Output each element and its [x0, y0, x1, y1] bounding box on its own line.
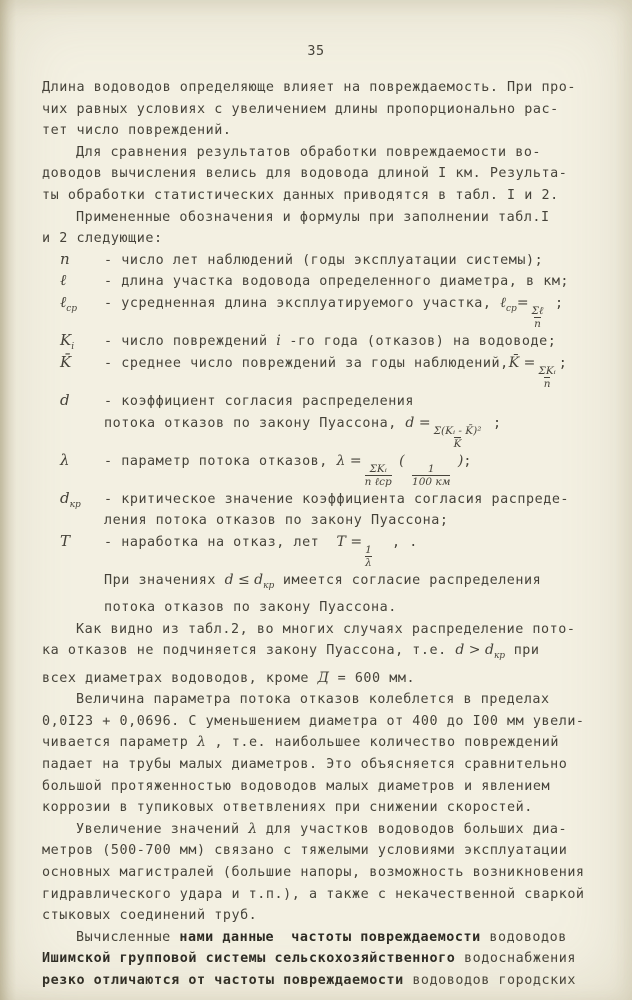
handwritten-symbol: λ	[197, 734, 206, 751]
text-segment: При значениях	[104, 572, 225, 588]
subscript: ср	[66, 303, 78, 314]
fraction-numerator: Σ(Kᵢ - K̄)²	[433, 424, 482, 437]
text-segment: ка отказов не подчиняется закону Пуассона, т.е.	[42, 643, 456, 659]
fraction-numerator: ΣKᵢ	[538, 364, 556, 377]
text-line	[104, 390, 598, 412]
text-segment: Примененные обозначения и формулы при заполнении табл.I	[76, 209, 550, 225]
text-segment: большой протяженностью водоводов малых диаметров и явлением	[42, 778, 551, 794]
text-line	[42, 98, 598, 120]
handwritten-symbol: λ	[60, 450, 70, 469]
handwritten-symbol: $d > d_{кр}$	[455, 642, 506, 662]
bold-text-segment: Ишимской групповой системы сельскохозяйственного	[42, 951, 456, 967]
text-line	[104, 509, 598, 531]
text-line	[42, 839, 598, 861]
text-segment: , .	[374, 534, 418, 550]
definition-symbol	[42, 450, 104, 488]
text-line	[42, 667, 598, 689]
text-line	[42, 119, 598, 141]
text-line	[42, 141, 598, 163]
definition-row	[42, 352, 598, 390]
text-segment: ;	[546, 295, 564, 311]
text-line	[42, 227, 598, 249]
text-segment: и 2 следующие:	[42, 231, 163, 247]
text-line	[104, 412, 598, 450]
text-segment: потока отказов по закону Пуассона.	[104, 600, 397, 616]
paragraph	[42, 618, 598, 689]
text-segment: ления потока отказов по закону Пуассона;	[104, 513, 449, 529]
subscript: кр	[493, 651, 506, 662]
paragraph	[42, 818, 598, 926]
fraction-denominator: n ℓср	[364, 475, 392, 488]
text-segment: основных магистралей (большие напоры, возможность возникновения	[42, 865, 585, 881]
text-line	[42, 861, 598, 883]
text-segment: падает на трубы малых диаметров. Это объясняется сравнительно	[42, 757, 568, 773]
text-segment: имеется согласие распределения	[274, 572, 542, 588]
formula-fraction	[365, 545, 372, 569]
text-line	[42, 796, 598, 818]
text-segment: коррозии в тупиковых ответвлениях при снижении скоростей.	[42, 800, 533, 816]
text-line	[104, 249, 598, 271]
text-line	[42, 688, 598, 710]
subscript: кр	[69, 499, 81, 510]
text-segment: -го года (отказов) на водоводе;	[280, 333, 557, 349]
text-segment: - параметр потока отказов,	[104, 453, 337, 469]
text-line	[42, 618, 598, 640]
text-line	[104, 450, 598, 488]
handwritten-symbol: (	[394, 452, 410, 469]
text-segment: - критическое значение коэффициента согласия распреде-	[104, 491, 570, 507]
text-line	[42, 818, 598, 840]
fraction-denominator: n	[534, 317, 541, 330]
text-line	[42, 904, 598, 926]
text-segment: , т.е. наибольшее количество повреждений	[205, 735, 559, 751]
text-line	[42, 969, 598, 991]
text-segment: Увеличение значений	[76, 821, 249, 837]
text-segment: при	[505, 643, 540, 659]
text-segment: - длина участка водовода определенного диаметра, в км;	[104, 274, 570, 290]
page-number: 35	[307, 44, 325, 59]
fraction-denominator: K̄	[453, 437, 462, 450]
fraction-numerator: 1	[365, 543, 372, 556]
text-line	[104, 531, 598, 569]
definition-symbol	[42, 531, 104, 569]
subscript: кр	[263, 580, 275, 591]
text-segment: = 600 мм.	[328, 670, 416, 686]
definition-text	[104, 450, 598, 488]
text-line	[104, 270, 598, 292]
bold-text-segment: резко отличаются от частоты повреждаемости	[42, 973, 404, 988]
definition-row	[42, 292, 598, 330]
definition-text	[104, 249, 598, 271]
text-segment: 0,0I23 + 0,0696. С уменьшением диаметра от 400 до I00 мм увели-	[42, 713, 585, 729]
handwritten-symbol: )	[453, 452, 464, 469]
formula-fraction	[434, 426, 482, 450]
definition-symbol	[42, 270, 104, 292]
text-segment: - среднее число повреждений за годы наблюдений,	[104, 355, 509, 371]
formula-fraction	[412, 464, 450, 488]
text-segment: Для сравнения результатов обработки повреждаемости во-	[76, 144, 542, 160]
handwritten-symbol: λ =	[336, 452, 362, 469]
text-line	[42, 731, 598, 753]
handwritten-symbol: Д	[317, 669, 329, 686]
fraction-denominator: λ	[365, 556, 372, 569]
text-segment: Длина водоводов определяюще влияет на повреждаемость. При про-	[42, 80, 576, 95]
text-segment: для участков водоводов больших диа-	[257, 821, 568, 837]
definition-row	[42, 249, 598, 271]
text-line	[104, 569, 598, 596]
paragraph	[42, 76, 598, 141]
definition-text	[104, 390, 598, 450]
text-segment: стыковых соединений труб.	[42, 908, 258, 924]
handwritten-symbol: λ	[248, 820, 258, 837]
text-segment: ;	[463, 453, 472, 469]
text-line	[42, 206, 598, 228]
text-segment: - наработка на отказ, лет	[104, 534, 337, 550]
text-segment: чивается параметр	[42, 735, 198, 751]
handwritten-symbol: d =	[405, 414, 431, 431]
handwritten-symbol: K̄ =	[508, 354, 536, 371]
handwritten-symbol: ℓ$_{ср}$	[60, 292, 78, 314]
text-segment: - усредненная длина эксплуатируемого участка,	[104, 295, 501, 311]
handwritten-symbol: ℓ	[60, 271, 67, 290]
bold-text-segment: нами данные частоты повреждаемости	[179, 929, 481, 945]
handwritten-symbol: T =	[336, 533, 363, 550]
text-segment: - коэффициент согласия распределения	[104, 393, 415, 409]
text-line	[42, 76, 598, 98]
handwritten-symbol: ℓ$_{ср}$	[500, 294, 517, 314]
text-segment: потока отказов по закону Пуассона,	[104, 415, 406, 431]
text-segment: Вычисленные	[76, 929, 180, 945]
handwritten-symbol: n	[60, 249, 70, 268]
text-segment: ;	[484, 415, 502, 431]
definition-row	[42, 390, 598, 450]
text-line	[104, 292, 598, 330]
text-line	[42, 775, 598, 797]
handwritten-symbol: K̄	[60, 352, 72, 371]
text-line	[42, 710, 598, 732]
definition-row	[42, 270, 598, 292]
fraction-denominator: 100 км	[412, 475, 451, 488]
handwritten-symbol: i	[276, 332, 281, 349]
handwritten-symbol: d	[60, 390, 70, 409]
formula-fraction	[365, 464, 392, 488]
text-segment: водоснабжения	[455, 951, 576, 967]
text-line	[42, 162, 598, 184]
definition-text	[104, 488, 598, 531]
text-line	[42, 753, 598, 775]
definition-symbol	[42, 292, 104, 330]
text-segment: водоводов городских	[403, 973, 576, 988]
paragraph	[42, 926, 598, 991]
text-line	[104, 488, 598, 510]
paragraph	[42, 688, 598, 818]
paragraph	[42, 206, 598, 249]
text-segment: всех диаметрах водоводов, кроме	[42, 670, 318, 686]
definition-symbol	[42, 330, 104, 352]
text-line	[42, 926, 598, 948]
fraction-numerator: ΣKᵢ	[369, 462, 387, 475]
text-segment: тет число повреждений.	[42, 123, 232, 139]
formula-fraction	[532, 306, 544, 330]
definition-symbol	[42, 488, 104, 531]
fraction-numerator: 1	[427, 462, 435, 475]
document-body	[42, 76, 598, 991]
handwritten-symbol: $K_i$	[60, 330, 75, 352]
definition-text	[104, 330, 598, 352]
text-line	[42, 883, 598, 905]
definition-row	[42, 330, 598, 352]
text-segment: чих равных условиях с увеличением длины пропорционально рас-	[42, 101, 559, 117]
text-line	[42, 184, 598, 206]
text-line	[42, 947, 598, 969]
fraction-denominator: n	[543, 377, 551, 390]
text-segment: гидравлического удара и т.п.), а также с некачественной сваркой	[42, 886, 585, 902]
fraction-numerator: Σℓ	[531, 304, 544, 317]
page-edge-shadow	[0, 0, 16, 1000]
definition-text	[104, 270, 598, 292]
text-line	[104, 352, 598, 390]
subscript: i	[71, 341, 75, 352]
definition-text	[104, 292, 598, 330]
note-block	[104, 569, 598, 618]
text-segment: ты обработки статистических данных приводятся в табл. I и 2.	[42, 187, 559, 203]
text-segment: доводов вычисления велись для водовода длиной I км. Результа-	[42, 166, 568, 182]
paragraph	[42, 141, 598, 206]
subscript: ср	[506, 303, 517, 314]
text-line	[104, 330, 598, 352]
handwritten-symbol: =	[516, 294, 529, 311]
text-segment: Величина параметра потока отказов колеблется в пределах	[76, 692, 550, 708]
definition-row	[42, 488, 598, 531]
text-segment: - число повреждений	[104, 333, 277, 349]
definition-text	[104, 352, 598, 390]
text-segment: - число лет наблюдений (годы эксплуатации системы);	[104, 252, 544, 268]
text-line	[42, 639, 598, 666]
text-segment: Как видно из табл.2, во многих случаях распределение пото-	[76, 621, 576, 637]
definition-symbol	[42, 249, 104, 271]
text-segment: метров (500-700 мм) связано с тяжелыми условиями эксплуатации	[42, 843, 568, 859]
handwritten-symbol: T	[60, 531, 71, 550]
definition-symbol	[42, 352, 104, 390]
definition-row	[42, 450, 598, 488]
handwritten-symbol: $d_{кр}$	[60, 488, 81, 510]
handwritten-symbol: $d \le d_{кр}$	[224, 571, 275, 591]
text-segment: ;	[558, 355, 568, 371]
definition-row	[42, 531, 598, 569]
text-line	[104, 596, 598, 618]
definition-symbol	[42, 390, 104, 450]
definition-text	[104, 531, 598, 569]
text-segment: водоводов	[480, 929, 567, 945]
formula-fraction	[538, 366, 555, 390]
